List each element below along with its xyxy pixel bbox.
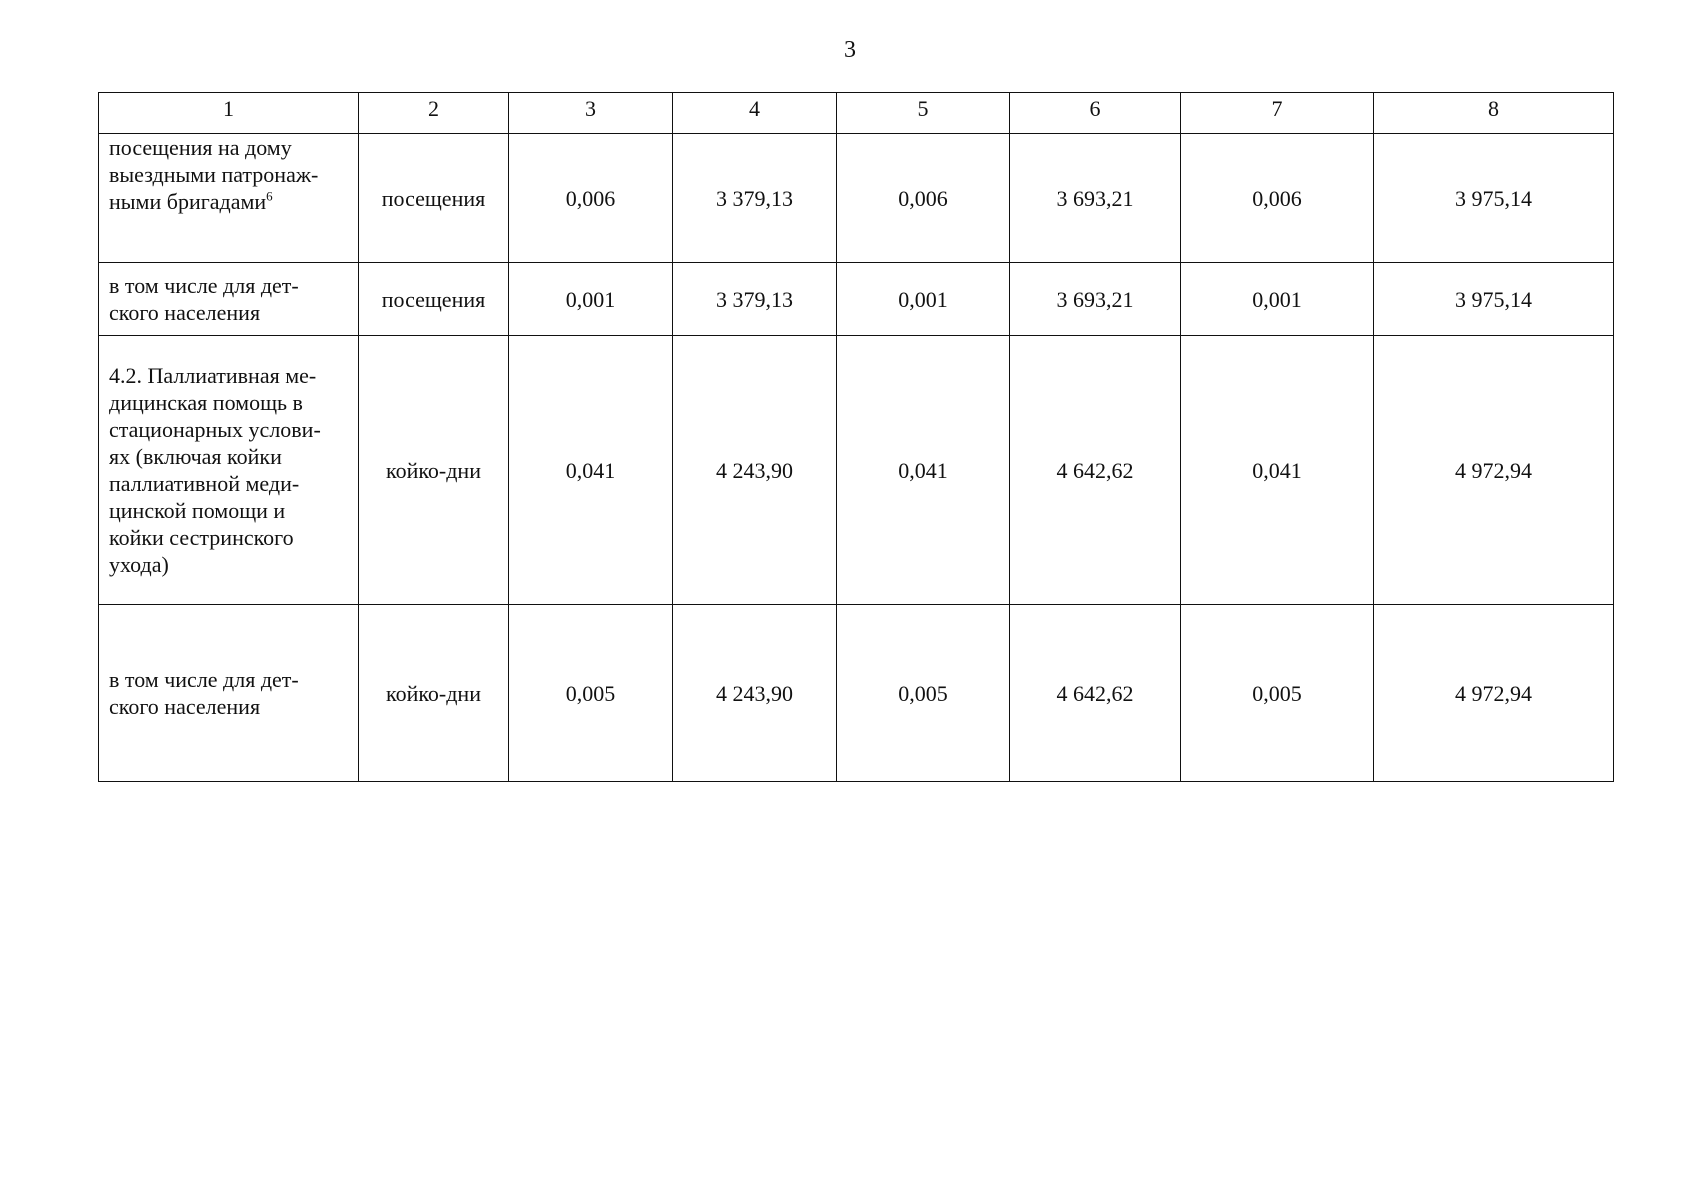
unit-cell: посещения	[359, 134, 509, 263]
row-name-text: ными бригадами	[109, 189, 267, 214]
value-cell: 0,006	[837, 134, 1010, 263]
value-cell: 0,041	[509, 336, 673, 605]
row-name-line: цинской помощи и	[109, 498, 286, 523]
row-name-cell	[99, 134, 359, 263]
row-name-line: ского населения	[109, 300, 261, 325]
row-name-line: в том числе для дет-	[109, 667, 299, 692]
column-header-6: 6	[1010, 93, 1181, 134]
row-name-cell	[99, 336, 359, 605]
value-cell: 0,005	[509, 605, 673, 782]
row-name-line: выездными патронаж-	[109, 162, 319, 187]
value-cell: 4 642,62	[1010, 605, 1181, 782]
value-cell: 4 243,90	[673, 605, 837, 782]
row-name-line: стационарных услови-	[109, 417, 321, 442]
value-cell: 3 693,21	[1010, 263, 1181, 336]
column-header-1: 1	[99, 93, 359, 134]
value-cell: 0,006	[509, 134, 673, 263]
value-cell: 0,041	[1181, 336, 1374, 605]
row-name-line: паллиативной меди-	[109, 471, 300, 496]
value-cell: 0,006	[1181, 134, 1374, 263]
column-header-5: 5	[837, 93, 1010, 134]
table-row	[99, 605, 1614, 782]
header-row	[99, 93, 1614, 134]
value-cell: 4 972,94	[1374, 605, 1614, 782]
unit-cell: посещения	[359, 263, 509, 336]
value-cell: 0,001	[837, 263, 1010, 336]
value-cell: 0,041	[837, 336, 1010, 605]
column-header-4: 4	[673, 93, 837, 134]
unit-cell: койко-дни	[359, 605, 509, 782]
table-row	[99, 336, 1614, 605]
column-header-7: 7	[1181, 93, 1374, 134]
column-header-3: 3	[509, 93, 673, 134]
table-row	[99, 134, 1614, 263]
value-cell: 3 379,13	[673, 134, 837, 263]
row-name-line: 4.2. Паллиативная ме-	[109, 363, 317, 388]
value-cell: 0,005	[1181, 605, 1374, 782]
value-cell: 3 975,14	[1374, 134, 1614, 263]
row-name-line: ухода)	[109, 552, 169, 577]
row-name-cell	[99, 263, 359, 336]
row-name-line: ского населения	[109, 694, 261, 719]
row-name-line: ях (включая койки	[109, 444, 282, 469]
unit-cell: койко-дни	[359, 336, 509, 605]
row-name-line	[109, 188, 352, 215]
row-name-line: посещения на дому	[109, 135, 292, 160]
value-cell: 4 243,90	[673, 336, 837, 605]
value-cell: 3 379,13	[673, 263, 837, 336]
value-cell: 0,001	[509, 263, 673, 336]
row-name-line: дицинская помощь в	[109, 390, 303, 415]
footnote-marker: 6	[266, 188, 273, 204]
value-cell: 3 975,14	[1374, 263, 1614, 336]
row-name-cell	[99, 605, 359, 782]
value-cell: 4 972,94	[1374, 336, 1614, 605]
value-cell: 4 642,62	[1010, 336, 1181, 605]
value-cell: 3 693,21	[1010, 134, 1181, 263]
page-number: 3	[844, 37, 856, 63]
value-cell: 0,005	[837, 605, 1010, 782]
column-header-8: 8	[1374, 93, 1614, 134]
table-row	[99, 263, 1614, 336]
row-name-line: в том числе для дет-	[109, 273, 299, 298]
value-cell: 0,001	[1181, 263, 1374, 336]
column-header-2: 2	[359, 93, 509, 134]
data-table	[98, 92, 1614, 782]
row-name-line: койки сестринского	[109, 525, 294, 550]
